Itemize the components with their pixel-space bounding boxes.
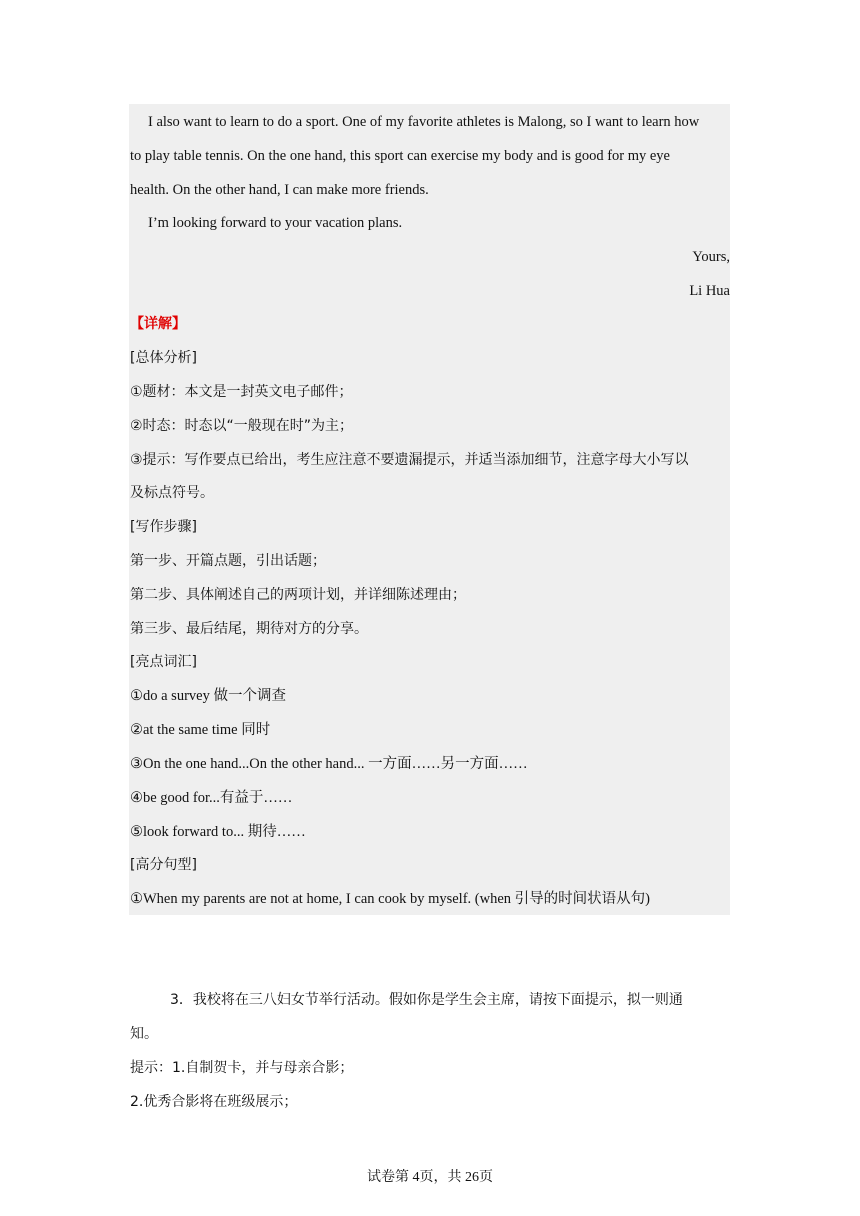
vocab-label: [亮点词汇] xyxy=(130,654,197,670)
letter-paragraph-2: I’m looking forward to your vacation plans. xyxy=(148,215,403,231)
writing-step-3: 第三步、最后结尾，期待对方的分享。 xyxy=(130,621,368,637)
vocab-item-4: ④be good for...有益于…… xyxy=(130,790,293,806)
writing-step-2: 第二步、具体阐述自己的两项计划，并详细陈述理由； xyxy=(130,587,466,603)
page-footer: 试卷第 4页，共 26页 xyxy=(367,1170,493,1185)
vocab-item-3: ③On the one hand...On the other hand... 一方面……另一方面…… xyxy=(130,756,528,772)
letter-paragraph-1-line-2: to play table tennis. On the one hand, this sport can exercise my body and is good for my eye xyxy=(130,148,670,164)
vocab-item-2: ②at the same time 同时 xyxy=(130,722,271,738)
overall-item-3: ③提示：写作要点已给出，考生应注意不要遗漏提示，并适当添加细节，注意字母大小写以 xyxy=(130,452,689,468)
letter-paragraph-1-line-1: I also want to learn to do a sport. One of my favorite athletes is Malong, so I want to learn how xyxy=(148,114,700,130)
sentence-pattern-1: ①When my parents are not at home, I can cook by myself. (when 引导的时间状语从句) xyxy=(130,891,650,907)
overall-item-3-continued: 及标点符号。 xyxy=(130,485,214,501)
analysis-heading: 【详解】 xyxy=(130,316,186,332)
writing-steps-label: [写作步骤] xyxy=(130,519,197,535)
letter-paragraph-1-line-3: health. On the other hand, I can make more friends. xyxy=(130,182,429,198)
question-3-hint-2: 2.优秀合影将在班级展示； xyxy=(130,1094,298,1110)
writing-step-1: 第一步、开篇点题，引出话题； xyxy=(130,553,326,569)
vocab-item-5: ⑤look forward to... 期待…… xyxy=(130,824,306,840)
question-3-line-1: 3．我校将在三八妇女节举行活动。假如你是学生会主席，请按下面提示，拟一则通 xyxy=(170,992,683,1008)
overall-item-1: ①题材：本文是一封英文电子邮件； xyxy=(130,384,353,400)
question-3-hint-1: 提示：1.自制贺卡，并与母亲合影； xyxy=(130,1060,354,1076)
letter-closing: Yours, xyxy=(692,249,730,265)
letter-signature: Li Hua xyxy=(689,283,730,299)
vocab-item-1: ①do a survey 做一个调查 xyxy=(130,688,286,704)
overall-analysis-label: [总体分析] xyxy=(130,350,197,366)
sentence-pattern-label: [高分句型] xyxy=(130,857,197,873)
overall-item-2: ②时态：时态以“一般现在时”为主； xyxy=(130,418,354,434)
question-3-line-2: 知。 xyxy=(130,1026,158,1042)
